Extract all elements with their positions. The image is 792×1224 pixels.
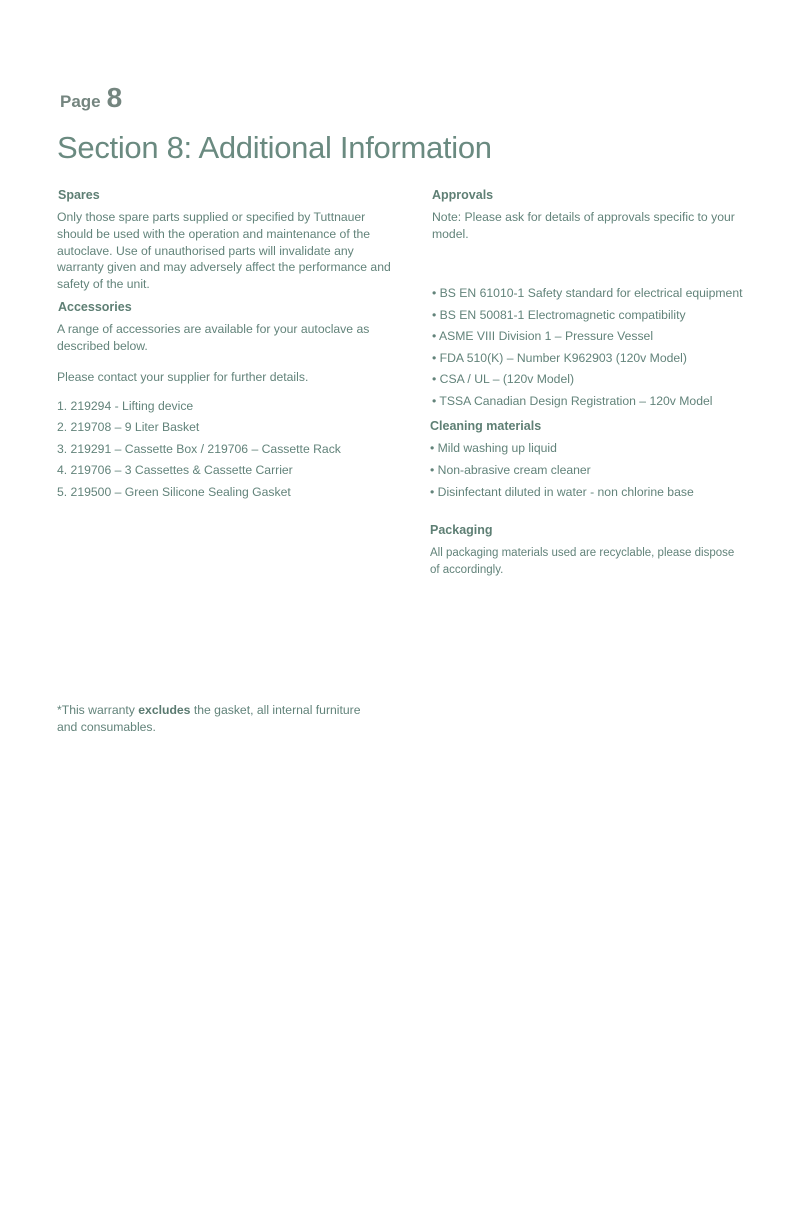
approvals-note-line: model. bbox=[432, 226, 469, 241]
accessory-item: 4. 219706 – 3 Cassettes & Cassette Carrier bbox=[57, 463, 293, 477]
warranty-line2: and consumables. bbox=[57, 719, 156, 734]
spares-line: Only those spare parts supplied or specified by Tuttnauer bbox=[57, 210, 366, 224]
spares-line: autoclave. Use of unauthorised parts will invalidate any bbox=[57, 243, 354, 258]
approvals-note bbox=[432, 209, 762, 243]
accessory-item: 5. 219500 – Green Silicone Sealing Gasket bbox=[57, 485, 291, 499]
approval-item: • BS EN 61010-1 Safety standard for electrical equipment bbox=[432, 286, 743, 300]
approval-item: • FDA 510(K) – Number K962903 (120v Model) bbox=[432, 351, 687, 365]
accessories-intro-line: described below. bbox=[57, 338, 148, 353]
accessories-intro-line: A range of accessories are available for your autoclave as bbox=[57, 322, 370, 336]
warranty-note bbox=[57, 702, 417, 736]
page-label bbox=[60, 82, 122, 114]
cleaning-item: • Mild washing up liquid bbox=[430, 441, 557, 455]
spares-line: should be used with the operation and maintenance of the bbox=[57, 226, 371, 241]
packaging-line: of accordingly. bbox=[430, 563, 504, 576]
accessories-contact: Please contact your supplier for further details. bbox=[57, 370, 309, 384]
page-word: Page bbox=[60, 92, 101, 111]
packaging-heading: Packaging bbox=[430, 523, 493, 537]
approval-item: • TSSA Canadian Design Registration – 120v Model bbox=[432, 394, 713, 408]
spares-line: warranty given and may adversely affect the performance and bbox=[57, 260, 391, 275]
page-number: 8 bbox=[106, 82, 123, 113]
accessory-item: 3. 219291 – Cassette Box / 219706 – Cassette Rack bbox=[57, 442, 341, 456]
approval-item: • ASME VIII Division 1 – Pressure Vessel bbox=[432, 329, 654, 343]
warranty-rest: the gasket, all internal furniture bbox=[190, 703, 361, 717]
warranty-prefix: *This warranty bbox=[57, 703, 139, 717]
approval-item: • CSA / UL – (120v Model) bbox=[432, 372, 574, 386]
accessories-intro bbox=[57, 321, 417, 355]
spares-paragraph bbox=[57, 209, 417, 293]
section-title: Section 8: Additional Information bbox=[57, 130, 492, 165]
accessory-item: 2. 219708 – 9 Liter Basket bbox=[57, 420, 200, 434]
approvals-note-line: Note: Please ask for details of approvals specific to your bbox=[432, 210, 735, 224]
cleaning-item: • Disinfectant diluted in water - non chlorine base bbox=[430, 485, 694, 499]
accessories-heading: Accessories bbox=[58, 300, 132, 314]
packaging-paragraph bbox=[430, 545, 770, 578]
approval-item: • BS EN 50081-1 Electromagnetic compatibility bbox=[432, 308, 686, 322]
approvals-heading: Approvals bbox=[432, 188, 494, 202]
spares-heading: Spares bbox=[58, 188, 100, 202]
cleaning-heading: Cleaning materials bbox=[430, 419, 542, 433]
warranty-emphasis: excludes bbox=[138, 703, 191, 717]
cleaning-item: • Non-abrasive cream cleaner bbox=[430, 463, 591, 477]
packaging-line: All packaging materials used are recyclable, please dispose bbox=[430, 547, 735, 559]
spares-line: safety of the unit. bbox=[57, 277, 150, 292]
accessory-item: 1. 219294 - Lifting device bbox=[57, 399, 194, 413]
